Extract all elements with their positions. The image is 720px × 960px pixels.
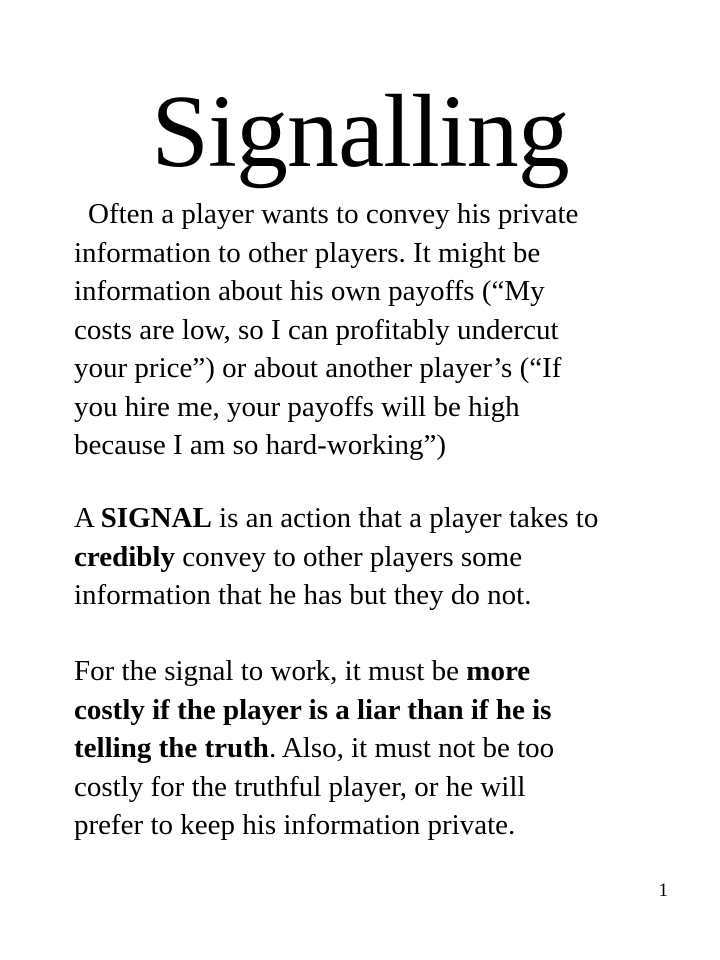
text-line: costs are low, so I can profitably undercut <box>74 313 559 346</box>
bold-phrase: costly if the player is a liar than if he is <box>74 693 552 726</box>
text-run: is an action that a player takes to <box>211 502 599 534</box>
page-number: 1 <box>658 880 668 901</box>
paragraph-signal-definition <box>74 499 694 615</box>
text-line: costly for the truthful player, or he will <box>74 770 526 803</box>
text-line: information that he has but they do not. <box>74 579 532 611</box>
bold-phrase: telling the truth <box>74 732 269 764</box>
text-line <box>74 691 694 730</box>
text-line: you hire me, your payoffs will be high <box>74 390 520 423</box>
slide-title: Signalling <box>151 74 569 189</box>
text-line <box>74 499 694 538</box>
text-run: . Also, it must not be too <box>268 732 555 764</box>
text-run: For the signal to work, it must be <box>74 655 467 687</box>
paragraph-signal-condition <box>74 652 694 845</box>
text-line: your price”) or about another player’s (“If <box>74 352 562 384</box>
bold-term-credibly: credibly <box>74 540 175 573</box>
text-line: Often a player wants to convey his private <box>88 198 579 230</box>
text-line: because I am so hard-working”) <box>74 429 447 461</box>
text-run: convey to other players some <box>174 540 523 573</box>
paragraph-private-information <box>74 195 694 465</box>
text-run: A <box>74 502 101 534</box>
text-line: information about his own payoffs (“My <box>74 275 545 307</box>
text-line <box>74 729 694 768</box>
text-line: information to other players. It might be <box>74 236 541 269</box>
bold-phrase: more <box>466 655 531 687</box>
text-line <box>74 538 694 577</box>
text-line <box>74 652 694 691</box>
text-line: prefer to keep his information private. <box>74 809 516 841</box>
bold-term-signal: SIGNAL <box>100 502 212 534</box>
